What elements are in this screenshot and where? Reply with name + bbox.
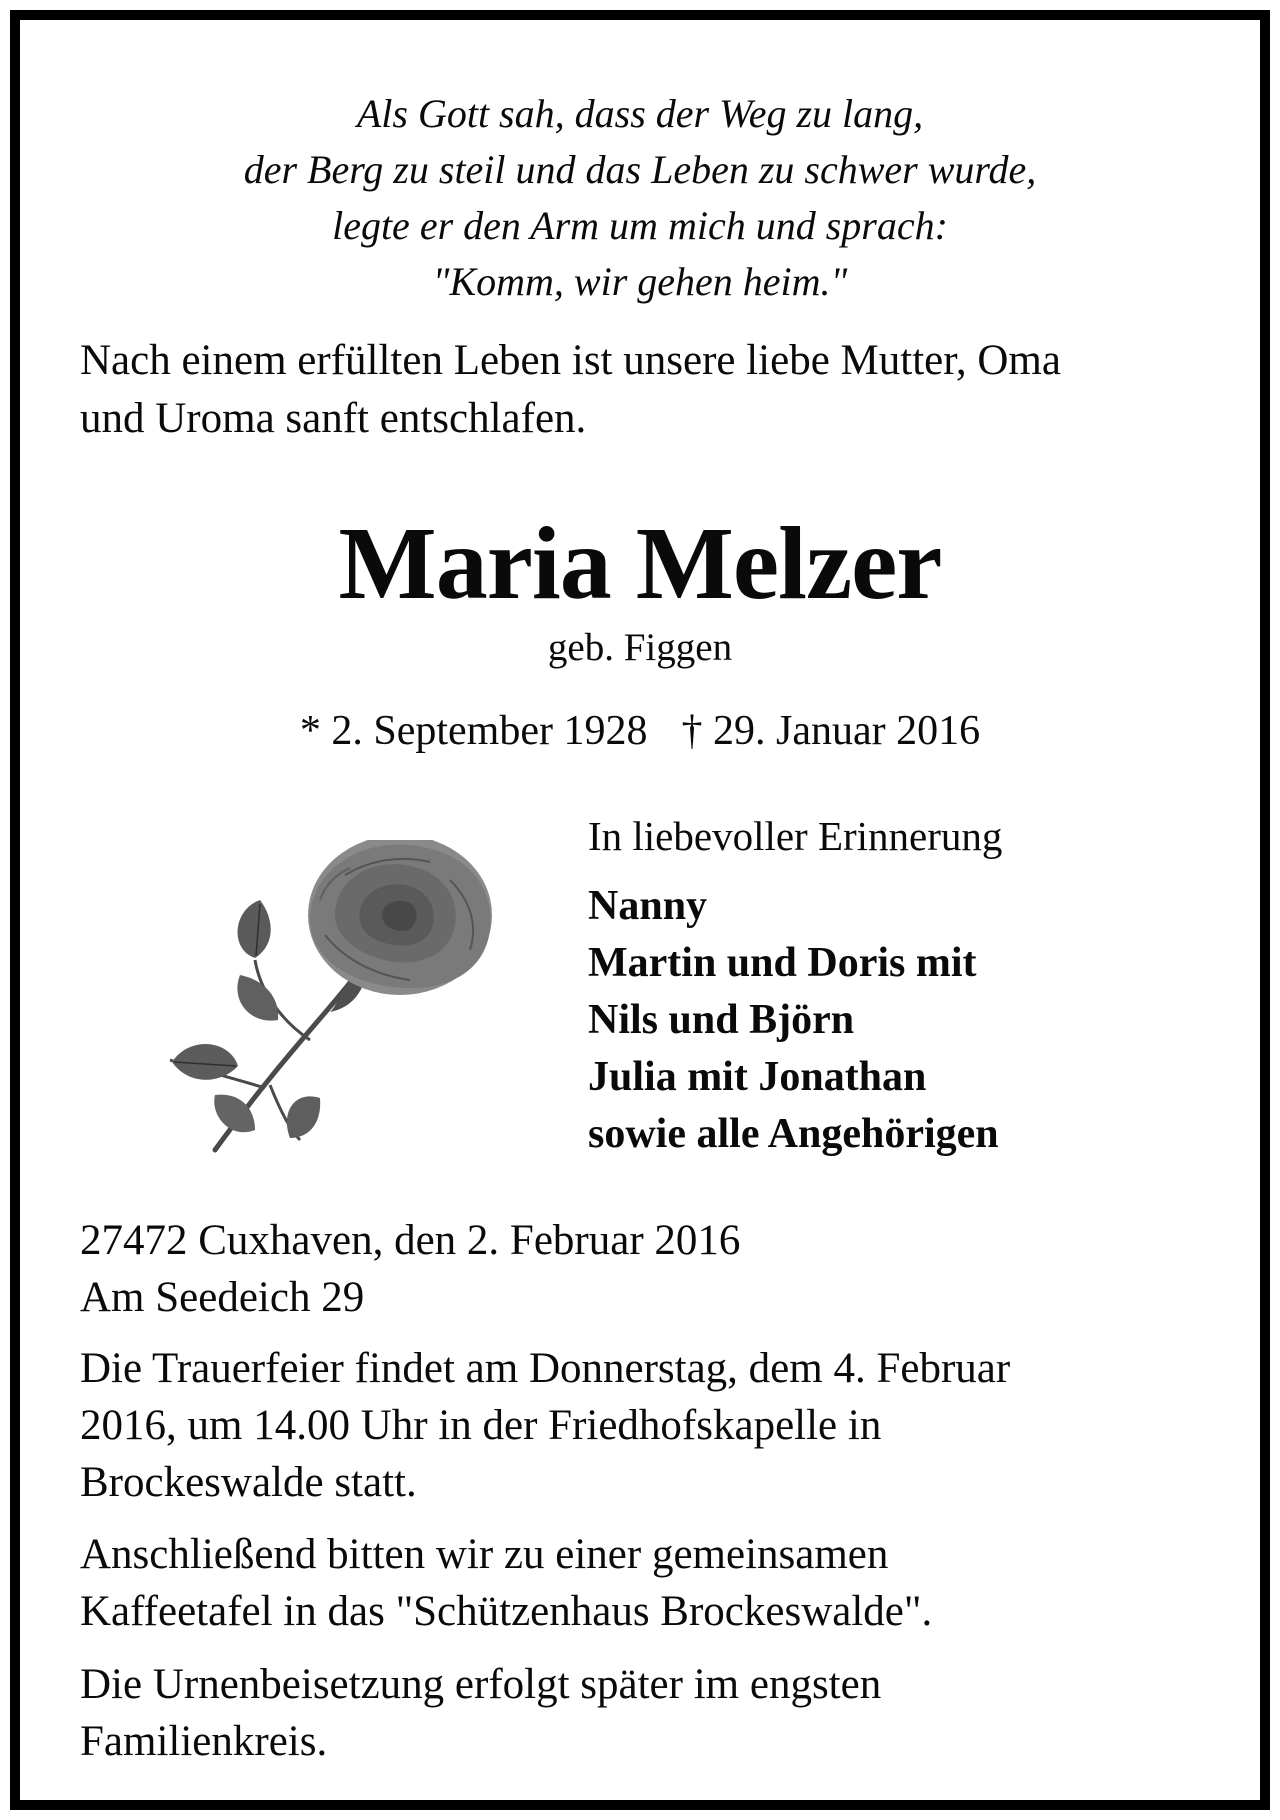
poem-line: der Berg zu steil und das Leben zu schwer wurde, — [243, 147, 1037, 192]
mourner-name: Martin und Doris mit — [588, 940, 977, 986]
urn-burial-notice — [80, 1656, 1230, 1770]
mourner-name: Nanny — [588, 883, 708, 929]
notice-line: Die Trauerfeier findet am Donnerstag, dem 4. Februar — [80, 1345, 1011, 1392]
deceased-name: Maria Melzer — [338, 506, 942, 621]
intro-line: Nach einem erfüllten Leben ist unsere liebe Mutter, Oma — [80, 337, 1061, 384]
address-line: Am Seedeich 29 — [80, 1274, 365, 1321]
place-line: 27472 Cuxhaven, den 2. Februar 2016 — [80, 1217, 741, 1264]
mourner-name: Julia mit Jonathan — [588, 1054, 927, 1100]
notice-line: Kaffeetafel in das "Schützenhaus Brockeswalde". — [80, 1588, 933, 1635]
funeral-service-notice — [80, 1340, 1230, 1511]
rose-icon — [160, 840, 500, 1160]
mourner-name: Nils und Björn — [588, 997, 855, 1043]
life-dates — [20, 703, 1260, 759]
intro-text — [80, 332, 1230, 448]
notice-line: Die Urnenbeisetzung erfolgt später im engsten — [80, 1661, 882, 1708]
place-and-date — [80, 1212, 740, 1326]
poem-line: legte er den Arm um mich und sprach: — [332, 203, 948, 248]
intro-line: und Uroma sanft entschlafen. — [80, 395, 587, 442]
birth-date: * 2. September 1928 — [299, 708, 648, 754]
poem — [20, 86, 1260, 310]
mourners-list — [588, 878, 999, 1163]
notice-line: Anschließend bitten wir zu einer gemeinsamen — [80, 1531, 889, 1578]
mourner-name: sowie alle Angehörigen — [588, 1111, 999, 1157]
death-date: † 29. Januar 2016 — [681, 708, 981, 754]
maiden-name: geb. Figgen — [547, 626, 733, 669]
notice-line: Familienkreis. — [80, 1718, 328, 1765]
notice-line: Brockeswalde statt. — [80, 1459, 417, 1506]
poem-line: "Komm, wir gehen heim." — [432, 259, 848, 304]
reception-notice — [80, 1526, 1230, 1640]
notice-line: 2016, um 14.00 Uhr in der Friedhofskapelle in — [80, 1402, 882, 1449]
remembrance-line: In liebevoller Erinnerung — [588, 813, 1003, 859]
poem-line: Als Gott sah, dass der Weg zu lang, — [356, 91, 924, 136]
obituary-frame — [10, 10, 1270, 1810]
